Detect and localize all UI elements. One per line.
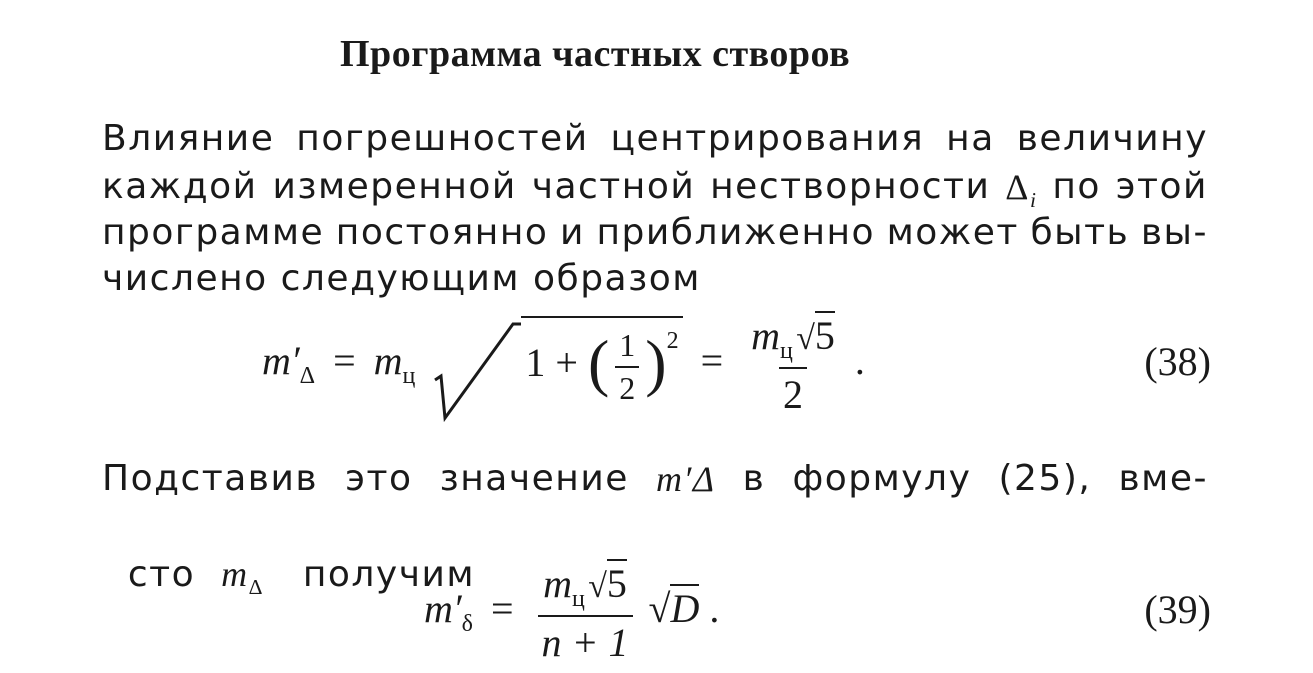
section-title: Программа частных створов	[340, 33, 851, 75]
word: в	[742, 458, 766, 499]
paragraph-1-line-3	[102, 212, 1208, 253]
delta-i-symbol: $\Delta_i$	[1005, 167, 1038, 213]
word: на	[946, 118, 995, 159]
word: по	[1052, 166, 1101, 207]
paragraph-1-line-2	[102, 166, 1208, 213]
sqrt-icon: √	[588, 568, 607, 605]
word: и	[559, 212, 585, 253]
equation-39: $m'_\delta$ = $\frac{m_ц √5}{n + 1}$ √D .	[424, 561, 720, 665]
word: вы-	[1140, 212, 1208, 253]
word: формулу	[792, 458, 972, 499]
paragraph-1-line-1	[102, 118, 1208, 159]
word: может	[886, 212, 1019, 253]
paragraph-2-line-2: сто $m_\Delta$ получим	[127, 554, 476, 600]
word: измеренной	[272, 166, 517, 207]
symbol-m-delta: m′Δ	[655, 459, 716, 499]
word: погрешностей	[296, 118, 589, 159]
sqrt-icon: √	[796, 320, 815, 357]
word: Влияние	[102, 118, 275, 159]
word: нестворности	[710, 166, 991, 207]
fraction-39: $\frac{m_ц √5}{n + 1}$	[538, 560, 633, 666]
word: величину	[1016, 118, 1208, 159]
equation-38: $m'_\Delta = m_ц$ 1 + ( $\frac{1}{2}$ )$^2$ = $\frac{m_ц √5}{2}$ .	[262, 312, 865, 428]
sqrt-icon: √	[648, 586, 671, 632]
word: это	[345, 458, 413, 499]
word: этой	[1115, 166, 1208, 207]
paragraph-1-line-4: числено следующим образом	[102, 258, 701, 299]
word: вме-	[1118, 458, 1208, 499]
word: Подставив	[102, 458, 319, 499]
word: программе	[102, 212, 325, 253]
radical-sign-icon	[431, 318, 521, 428]
fraction-38: $\frac{m_ц √5}{2}$	[751, 313, 835, 417]
word: каждой	[102, 166, 258, 207]
word: приближенно	[596, 212, 876, 253]
paragraph-2-line-1	[102, 458, 1208, 500]
word: частной	[531, 166, 696, 207]
radicand: 1 + ( $\frac{1}{2}$ )$^2$	[521, 316, 682, 407]
equation-number-39: (39)	[1144, 587, 1211, 632]
word: постоянно	[335, 212, 549, 253]
word: (25),	[998, 458, 1092, 499]
word: центрирования	[610, 118, 925, 159]
word: значение	[439, 458, 629, 499]
word: быть	[1030, 212, 1130, 253]
equation-number-38: (38)	[1144, 339, 1211, 384]
